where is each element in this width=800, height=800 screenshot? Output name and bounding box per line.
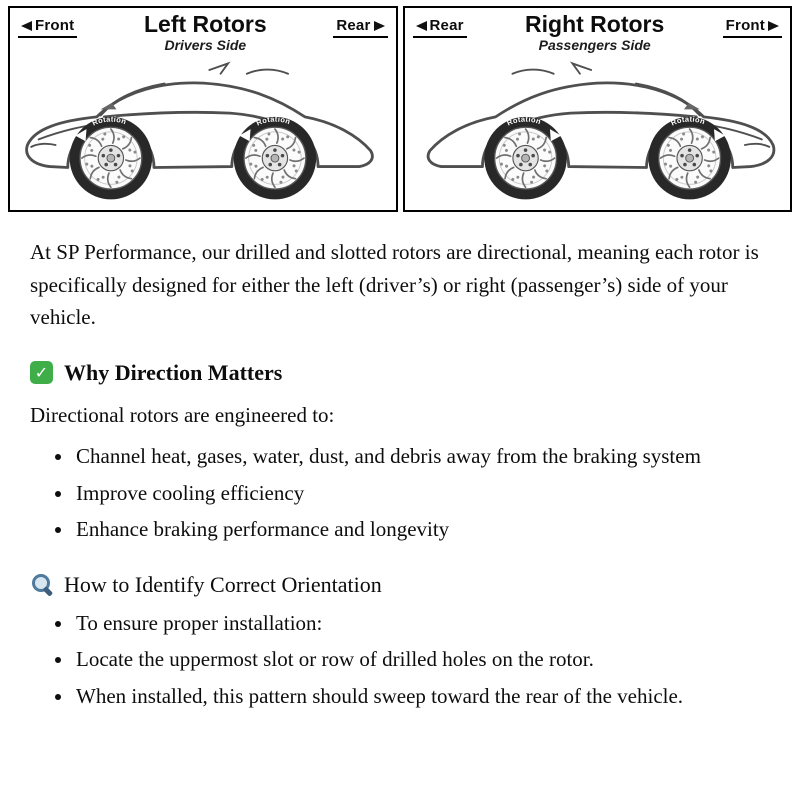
rear-direction-label <box>413 17 467 38</box>
left-car-illustration <box>10 55 396 205</box>
list-item: • Locate the uppermost slot or row of drilled holes on the rotor. <box>74 644 768 676</box>
section-heading-identify-orientation <box>30 572 768 598</box>
section-heading-text: Why Direction Matters <box>64 359 283 385</box>
rotation-label: Rotation <box>254 114 292 128</box>
direction-text: Rear <box>429 17 464 34</box>
front-direction-label <box>18 17 77 38</box>
list-item: • When installed, this pattern should sweep toward the rear of the vehicle. <box>74 681 768 713</box>
magnifier-handle <box>43 586 53 596</box>
rotation-label: Rotation <box>668 114 706 128</box>
right-rotors-panel <box>403 6 793 212</box>
panel-subtitle: Drivers Side <box>164 36 247 53</box>
front-direction-label <box>723 17 782 38</box>
right-arrow-icon <box>374 21 385 31</box>
article-content <box>8 212 792 712</box>
left-panel-titles <box>144 12 267 53</box>
section-heading-text: How to Identify Correct Orientation <box>64 571 382 597</box>
left-rotors-panel <box>8 6 398 212</box>
left-arrow-icon <box>416 21 427 31</box>
direction-text: Front <box>35 17 75 34</box>
section1-bullet-list <box>30 441 768 546</box>
panel-title: Right Rotors <box>525 11 665 37</box>
intro-paragraph: At SP Performance, our drilled and slotted rotors are directional, meaning each rotor is specifically designed for either the left (driver’s) or right (passenger’s) side of your vehicle. <box>30 240 759 330</box>
rotation-label: Rotation <box>504 114 542 128</box>
list-item: • Improve cooling efficiency <box>74 478 768 510</box>
right-panel-header <box>405 8 791 53</box>
list-item: • Channel heat, gases, water, dust, and debris away from the braking system <box>74 441 768 473</box>
right-car-illustration <box>405 55 791 205</box>
rotation-label: Rotation <box>90 114 128 128</box>
right-panel-titles <box>525 12 664 53</box>
magnifier-icon <box>30 573 53 596</box>
list-item: • To ensure proper installation: <box>74 608 768 640</box>
direction-text: Front <box>725 17 765 34</box>
section-heading-why-direction-matters <box>30 360 768 386</box>
right-arrow-icon <box>768 21 779 31</box>
left-panel-header <box>10 8 396 53</box>
list-item: • Enhance braking performance and longevity <box>74 514 768 546</box>
check-mark-glyph: ✓ <box>34 362 49 382</box>
section2-bullet-list <box>30 608 768 713</box>
section1-lead: Directional rotors are engineered to: <box>30 402 335 427</box>
panel-subtitle: Passengers Side <box>538 36 651 53</box>
rotor-direction-diagram <box>8 6 792 212</box>
check-icon <box>30 361 53 384</box>
panel-title: Left Rotors <box>144 11 267 37</box>
direction-text: Rear <box>336 17 371 34</box>
rear-direction-label <box>333 17 387 38</box>
left-arrow-icon <box>21 21 32 31</box>
